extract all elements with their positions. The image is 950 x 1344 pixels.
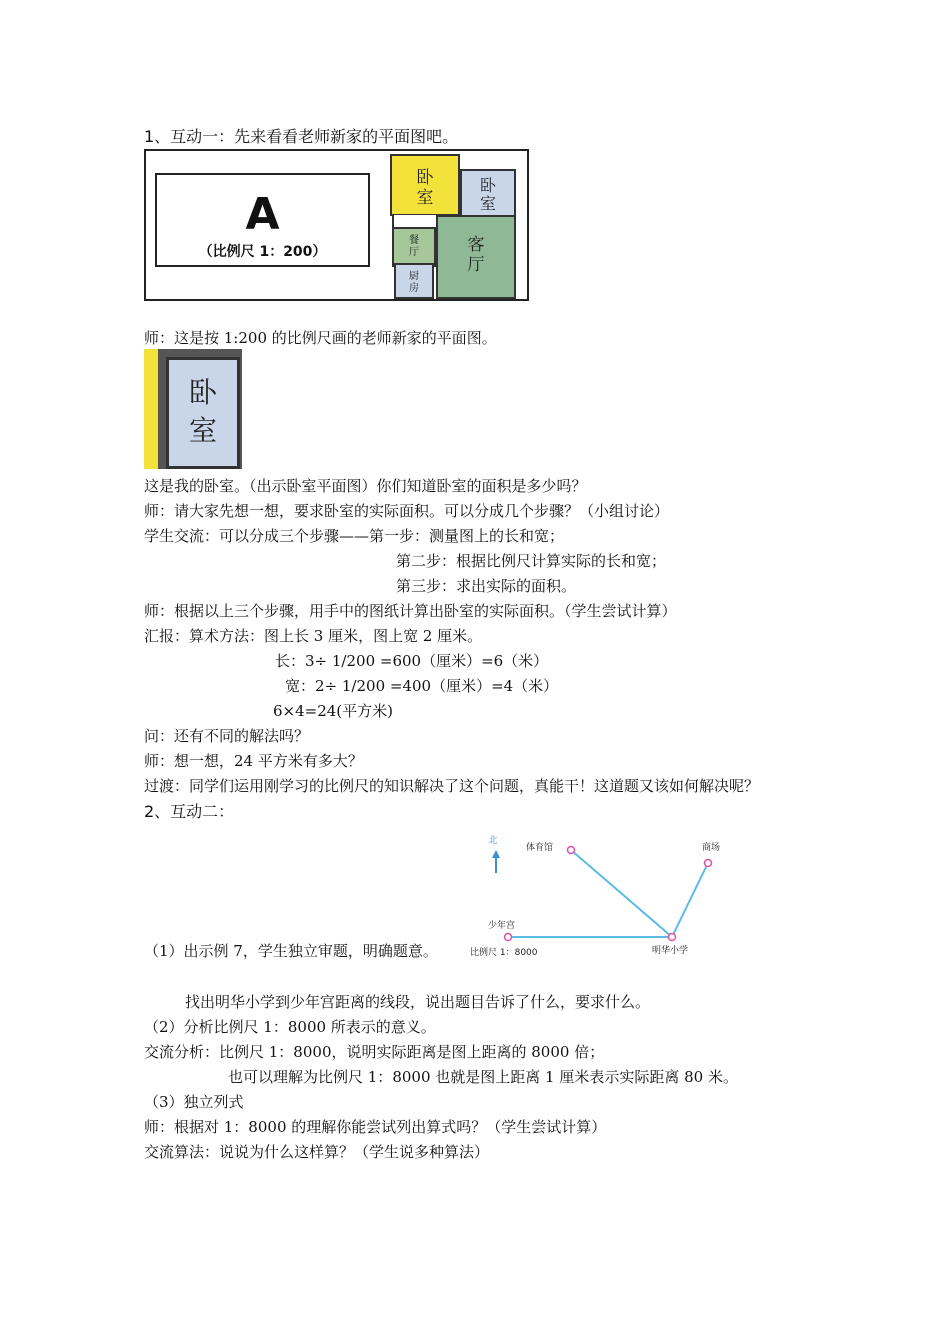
point-youth-palace bbox=[505, 934, 512, 941]
text-line: （1）出示例 7，学生独立审题，明确题意。 bbox=[144, 942, 438, 960]
section-1-title: 1、互动一：先来看看老师新家的平面图吧。 bbox=[144, 127, 459, 146]
text-line: 宽：2÷ 1/200 =400（厘米）=4（米） bbox=[285, 677, 559, 695]
text-line: 问：还有不同的解法吗？ bbox=[144, 727, 310, 745]
section-2-title: 2、互动二： bbox=[144, 802, 235, 821]
hallway-strip bbox=[392, 215, 436, 227]
text-line: 交流算法：说说为什么这样算？（学生说多种算法） bbox=[144, 1143, 490, 1161]
north-arrow-icon bbox=[492, 850, 500, 858]
room-bedroom-2: 卧 室 bbox=[460, 169, 516, 217]
text-line: 师：根据以上三个步骤，用手中的图纸计算出卧室的实际面积。（学生尝试计算） bbox=[144, 602, 677, 620]
plan-letter: A bbox=[245, 189, 280, 240]
map-figure bbox=[466, 826, 746, 966]
closeup-yellow-strip bbox=[144, 349, 158, 469]
label-map-scale: 比例尺 1：8000 bbox=[470, 948, 538, 958]
room-dining: 餐 厅 bbox=[392, 227, 436, 267]
text-line: 第二步：根据比例尺计算实际的长和宽； bbox=[396, 552, 667, 570]
text-line: 这是我的卧室。（出示卧室平面图）你们知道卧室的面积是多少吗？ bbox=[144, 477, 587, 495]
bedroom-closeup-figure bbox=[144, 349, 242, 469]
text-line: 师：这是按 1:200 的比例尺画的老师新家的平面图。 bbox=[144, 329, 497, 347]
plan-scale-label: （比例尺 1：200） bbox=[198, 244, 327, 260]
floor-plan-figure bbox=[144, 149, 529, 301]
text-line: 师：想一想，24 平方米有多大？ bbox=[144, 752, 363, 770]
text-line: 第三步：求出实际的面积。 bbox=[396, 577, 577, 595]
text-line: （3）独立列式 bbox=[144, 1093, 244, 1111]
room-kitchen: 厨 房 bbox=[394, 263, 434, 299]
route-gym-school bbox=[571, 850, 672, 937]
text-line: 也可以理解为比例尺 1：8000 也就是图上距离 1 厘米表示实际距离 80 米。 bbox=[228, 1068, 738, 1086]
label-gym: 体育馆 bbox=[526, 843, 554, 853]
label-school: 明华小学 bbox=[652, 946, 689, 956]
point-mall bbox=[705, 860, 712, 867]
text-line: 找出明华小学到少年宫距离的线段，说出题目告诉了什么，要求什么。 bbox=[185, 993, 651, 1011]
text-line: 学生交流：可以分成三个步骤——第一步：测量图上的长和宽； bbox=[144, 527, 565, 545]
text-line: （2）分析比例尺 1：8000 所表示的意义。 bbox=[144, 1018, 436, 1036]
closeup-room: 卧 室 bbox=[166, 357, 240, 469]
text-line: 师：请大家先想一想，要求卧室的实际面积。可以分成几个步骤？（小组讨论） bbox=[144, 502, 670, 520]
room-bedroom-1: 卧 室 bbox=[390, 154, 460, 216]
point-school bbox=[669, 934, 676, 941]
route-mall-school bbox=[672, 863, 708, 937]
point-gym bbox=[568, 847, 575, 854]
label-youth-palace: 少年宫 bbox=[488, 921, 516, 931]
text-line: 过渡：同学们运用刚学习的比例尺的知识解决了这个问题，真能干！这道题又该如何解决呢？ bbox=[144, 777, 760, 795]
label-mall: 商场 bbox=[702, 843, 721, 853]
room-living: 客 厅 bbox=[436, 215, 516, 299]
text-line: 6×4=24(平方米) bbox=[273, 702, 394, 720]
text-line: 长：3÷ 1/200 =600（厘米）=6（米） bbox=[275, 652, 549, 670]
text-line: 交流分析：比例尺 1：8000，说明实际距离是图上距离的 8000 倍； bbox=[144, 1043, 605, 1061]
text-line: 汇报：算术方法：图上长 3 厘米，图上宽 2 厘米。 bbox=[144, 627, 483, 645]
text-line: 师：根据对 1：8000 的理解你能尝试列出算式吗？（学生尝试计算） bbox=[144, 1118, 607, 1136]
north-label: 北 bbox=[488, 836, 498, 846]
scale-box bbox=[155, 173, 370, 267]
